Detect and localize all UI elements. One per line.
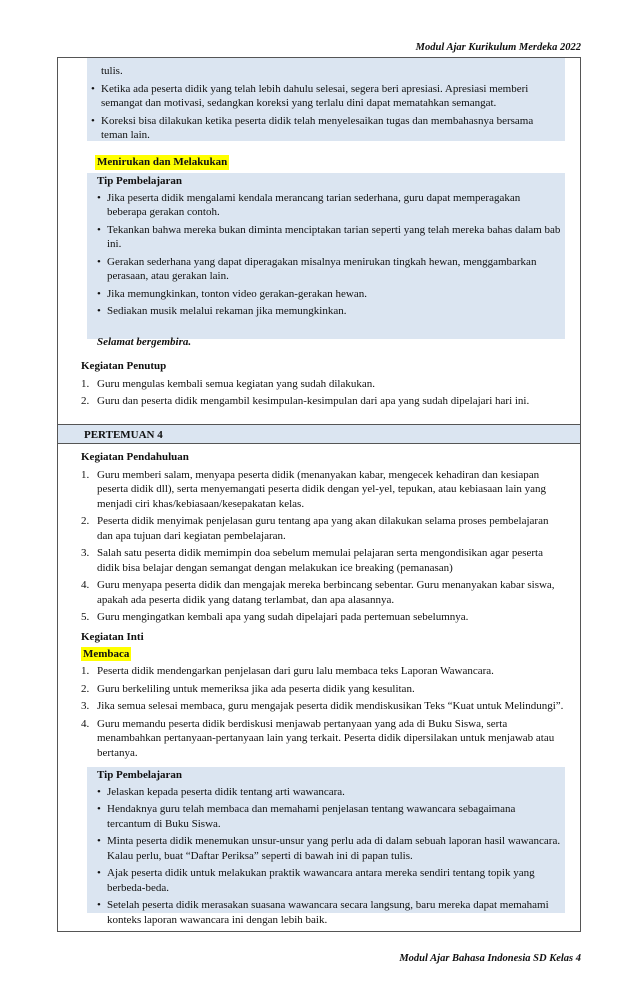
- list-item: 1. Guru memberi salam, menyapa peserta didik (menanyakan kabar, mengecek kehadiran dan kesiapan peserta didik dll), serta menyemangati peserta didik dengan yel-yel, tepukan, atau kebiasaan lain yang menjadi ciri khas/kebiasaan/kesepakatan kelas.: [81, 468, 547, 510]
- list-item: 5. Guru mengingatkan kembali apa yang sudah dipelajari pada pertemuan sebelumnya.: [81, 611, 469, 623]
- penutup-title: Kegiatan Penutup: [81, 360, 167, 372]
- inti-title: Kegiatan Inti: [81, 631, 144, 643]
- tip-bullet: • Ketika ada peserta didik yang telah lebih dahulu selesai, segera beri apresiasi. Apresiasi memberi semangat dan motivasi, sedangkan koreksi yang terlalu dini dapat mematahkan semangat.: [91, 82, 561, 111]
- inti-subtitle: Membaca: [83, 647, 130, 660]
- tip-bullet: • Koreksi bisa dilakukan ketika peserta didik telah menyelesaikan tugas dan membahasnya bersama teman lain.: [91, 114, 561, 143]
- list-item: 4. Guru menyapa peserta didik dan mengajak mereka berbincang sebentar. Guru menanyakan kabar siswa, apakah ada peserta didik yang datang terlambat, dan apa alasannya.: [81, 579, 555, 606]
- list-item: 4. Guru memandu peserta didik berdiskusi menjawab pertanyaan yang ada di Buku Siswa, serta menambahkan pertanyaan-pertanyaan lain yang terkait. Peserta didik dipersilakan untuk menjawab atau bertanya.: [81, 717, 555, 759]
- tip-line: tulis.: [101, 65, 123, 77]
- tip-bullet: • Jelaskan kepada peserta didik tentang arti wawancara.: [97, 785, 561, 800]
- tip-bullet: • Jika peserta didik mengalami kendala merancang tarian sederhana, guru dapat memperagakan beberapa gerakan contoh.: [97, 191, 561, 220]
- tip-bullet: • Jika memungkinkan, tonton video gerakan-gerakan hewan.: [97, 287, 561, 302]
- tip-bullet: • Setelah peserta didik merasakan suasana wawancara secara langsung, baru mereka dapat memahami konteks laporan wawancara ini dengan lebih baik.: [97, 898, 561, 927]
- kegiatan-pendahuluan: [81, 450, 565, 628]
- tip-bullet: • Minta peserta didik menemukan unsur-unsur yang perlu ada di dalam sebuah laporan hasil wawancara. Kalau perlu, buat “Daftar Periksa” seperti di bawah ini di papan tulis.: [97, 834, 561, 863]
- pertemuan-label: PERTEMUAN 4: [84, 429, 163, 441]
- pertemuan-banner: [58, 424, 580, 444]
- list-item: 2. Peserta didik menyimak penjelasan guru tentang apa yang akan dilakukan selama proses pembelajaran dan apa tujuan dari kegiatan pembelajaran.: [81, 515, 549, 542]
- content-frame: [57, 57, 581, 932]
- page-footer: Modul Ajar Bahasa Indonesia SD Kelas 4: [399, 953, 581, 964]
- tip-bullet: • Gerakan sederhana yang dapat diperagakan misalnya menirukan tingkah hewan, menggambarkan perasaan, atau gerakan lain.: [97, 255, 561, 284]
- kegiatan-penutup: [81, 359, 561, 412]
- tip-title: Tip Pembelajaran: [97, 769, 183, 781]
- section-heading-menirukan: Menirukan dan Melakukan: [97, 156, 228, 168]
- tip-bullet: • Ajak peserta didik untuk melakukan praktik wawancara antara mereka sendiri tentang topik yang berbeda-beda.: [97, 866, 561, 895]
- tip-closing: Selamat bergembira.: [97, 335, 192, 348]
- tip-bullet: • Sediakan musik melalui rekaman jika memungkinkan.: [97, 304, 561, 319]
- tip-menirukan-list: [97, 174, 561, 349]
- tip-bullet: • Tekankan bahwa mereka bukan diminta menciptakan tarian seperti yang telah mereka bahas dalam bab ini.: [97, 223, 561, 252]
- list-item: 2. Guru berkeliling untuk memeriksa jika ada peserta didik yang kesulitan.: [81, 682, 415, 695]
- list-item: 1. Guru mengulas kembali semua kegiatan yang sudah dilakukan.: [81, 377, 375, 390]
- tip-bullet: • Hendaknya guru telah membaca dan memahami penjelasan tentang wawancara sebagaimana tercantum di Buku Siswa.: [97, 802, 561, 831]
- list-item: 2. Guru dan peserta didik mengambil kesimpulan-kesimpulan dari apa yang sudah dipelajari hari ini.: [81, 395, 530, 407]
- tip-continued-list: [91, 64, 561, 146]
- list-item: 3. Jika semua selesai membaca, guru mengajak peserta didik mendiskusikan Teks “Kuat untuk Melindungi”.: [81, 700, 564, 712]
- pendahuluan-title: Kegiatan Pendahuluan: [81, 451, 189, 463]
- tip-membaca-list: [97, 768, 561, 930]
- list-item: 3. Salah satu peserta didik memimpin doa sebelum memulai pelajaran serta mengondisikan agar peserta didik bisa belajar dengan semangat dengan melakukan ice breaking (pemanasan): [81, 547, 543, 574]
- page-header: Modul Ajar Kurikulum Merdeka 2022: [415, 42, 581, 53]
- kegiatan-inti: [81, 630, 565, 763]
- tip-title: Tip Pembelajaran: [97, 175, 183, 187]
- list-item: 1. Peserta didik mendengarkan penjelasan dari guru lalu membaca teks Laporan Wawancara.: [81, 665, 494, 677]
